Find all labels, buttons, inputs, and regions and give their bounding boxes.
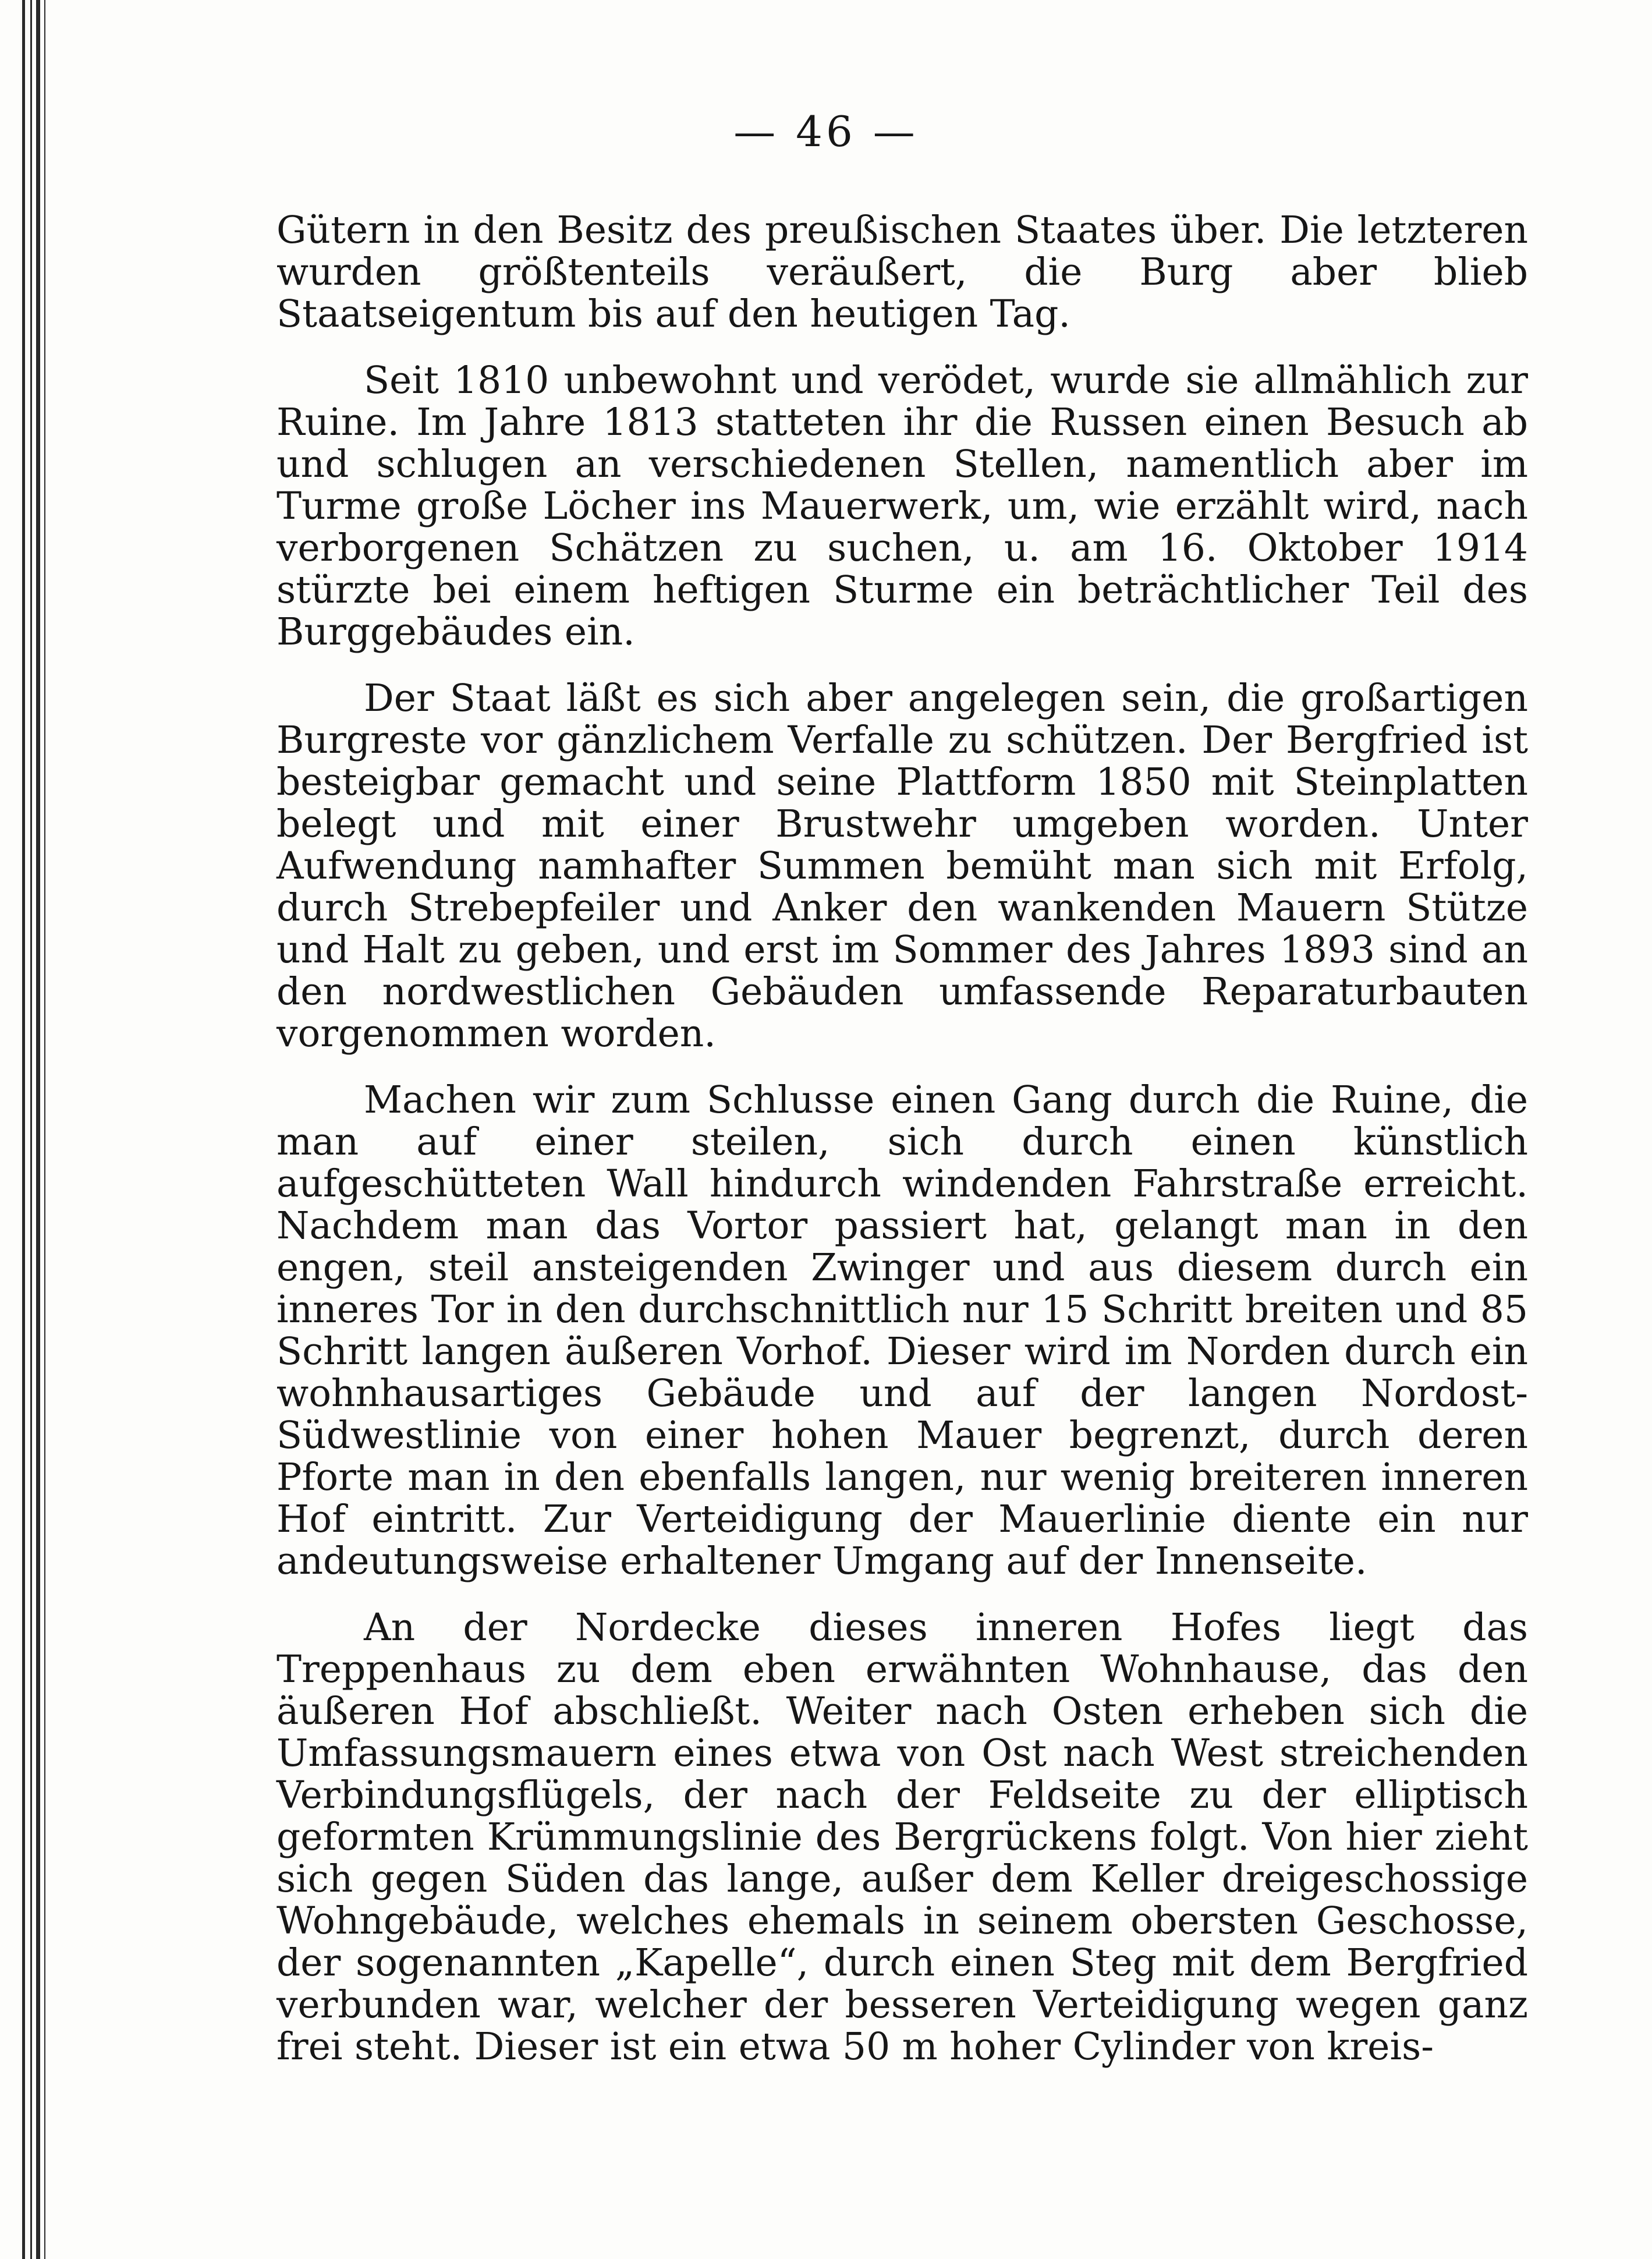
paragraph: Der Staat läßt es sich aber angelegen sein, die großartigen Burgreste vor gänzlichem Verfalle zu schützen. Der Bergfried ist besteigbar gemacht und seine Plattform 1850 mit Steinplatten belegt und mit einer Brustwehr umgeben worden. Unter Aufwendung namhafter Summen bemüht man sich mit Erfolg, durch Strebepfeiler und Anker den wankenden Mauern Stütze und Halt zu geben, und erst im Sommer des Jahres 1893 sind an den nordwestlichen Gebäuden umfassende Reparaturbauten vorgenommen worden.	[276, 677, 1528, 1056]
body-text	[276, 210, 1528, 2092]
binding-line	[22, 0, 25, 2259]
paragraph: Machen wir zum Schlusse einen Gang durch die Ruine, die man auf einer steilen, sich durch einen künstlich aufgeschütteten Wall hindurch windenden Fahrstraße erreicht. Nachdem man das Vortor passiert hat, gelangt man in den engen, steil ansteigenden Zwinger und aus diesem durch ein inneres Tor in den durchschnittlich nur 15 Schritt breiten und 85 Schritt langen äußeren Vorhof. Dieser wird im Norden durch ein wohnhausartiges Gebäude und auf der langen Nordost-Südwestlinie von einer hohen Mauer begrenzt, durch deren Pforte man in den ebenfalls langen, nur wenig breiteren inneren Hof eintritt. Zur Verteidigung der Mauerlinie diente ein nur andeutungsweise erhaltener Umgang auf der Innenseite.	[276, 1078, 1528, 1583]
binding-line	[44, 0, 45, 2259]
binding-line	[36, 0, 40, 2259]
page-number: — 46 —	[733, 107, 919, 156]
paragraph: Gütern in den Besitz des preußischen Staates über. Die letzteren wurden größtenteils veräußert, die Burg aber blieb Staatseigentum bis auf den heutigen Tag.	[276, 208, 1528, 336]
paragraph: An der Nordecke dieses inneren Hofes liegt das Treppenhaus zu dem eben erwähnten Wohnhause, das den äußeren Hof abschließt. Weiter nach Osten erheben sich die Umfassungsmauern eines etwa von Ost nach West streichenden Verbindungsflügels, der nach der Feldseite zu der elliptisch geformten Krümmungslinie des Bergrückens folgt. Von hier zieht sich gegen Süden das lange, außer dem Keller dreigeschossige Wohngebäude, welches ehemals in seinem obersten Geschosse, der sogenannten „Kapelle“, durch einen Steg mit dem Bergfried verbunden war, welcher der besseren Verteidigung wegen ganz frei steht. Dieser ist ein etwa 50 m hoher Cylinder von kreis-	[276, 1606, 1528, 2069]
paragraph: Seit 1810 unbewohnt und verödet, wurde sie allmählich zur Ruine. Im Jahre 1813 statteten ihr die Russen einen Besuch ab und schlugen an verschiedenen Stellen, namentlich aber im Turme große Löcher ins Mauerwerk, um, wie erzählt wird, nach verborgenen Schätzen zu suchen, u. am 16. Oktober 1914 stürzte bei einem heftigen Sturme ein beträchtlicher Teil des Burggebäudes ein.	[276, 359, 1528, 654]
binding-edge	[22, 0, 57, 2259]
binding-line	[30, 0, 32, 2259]
